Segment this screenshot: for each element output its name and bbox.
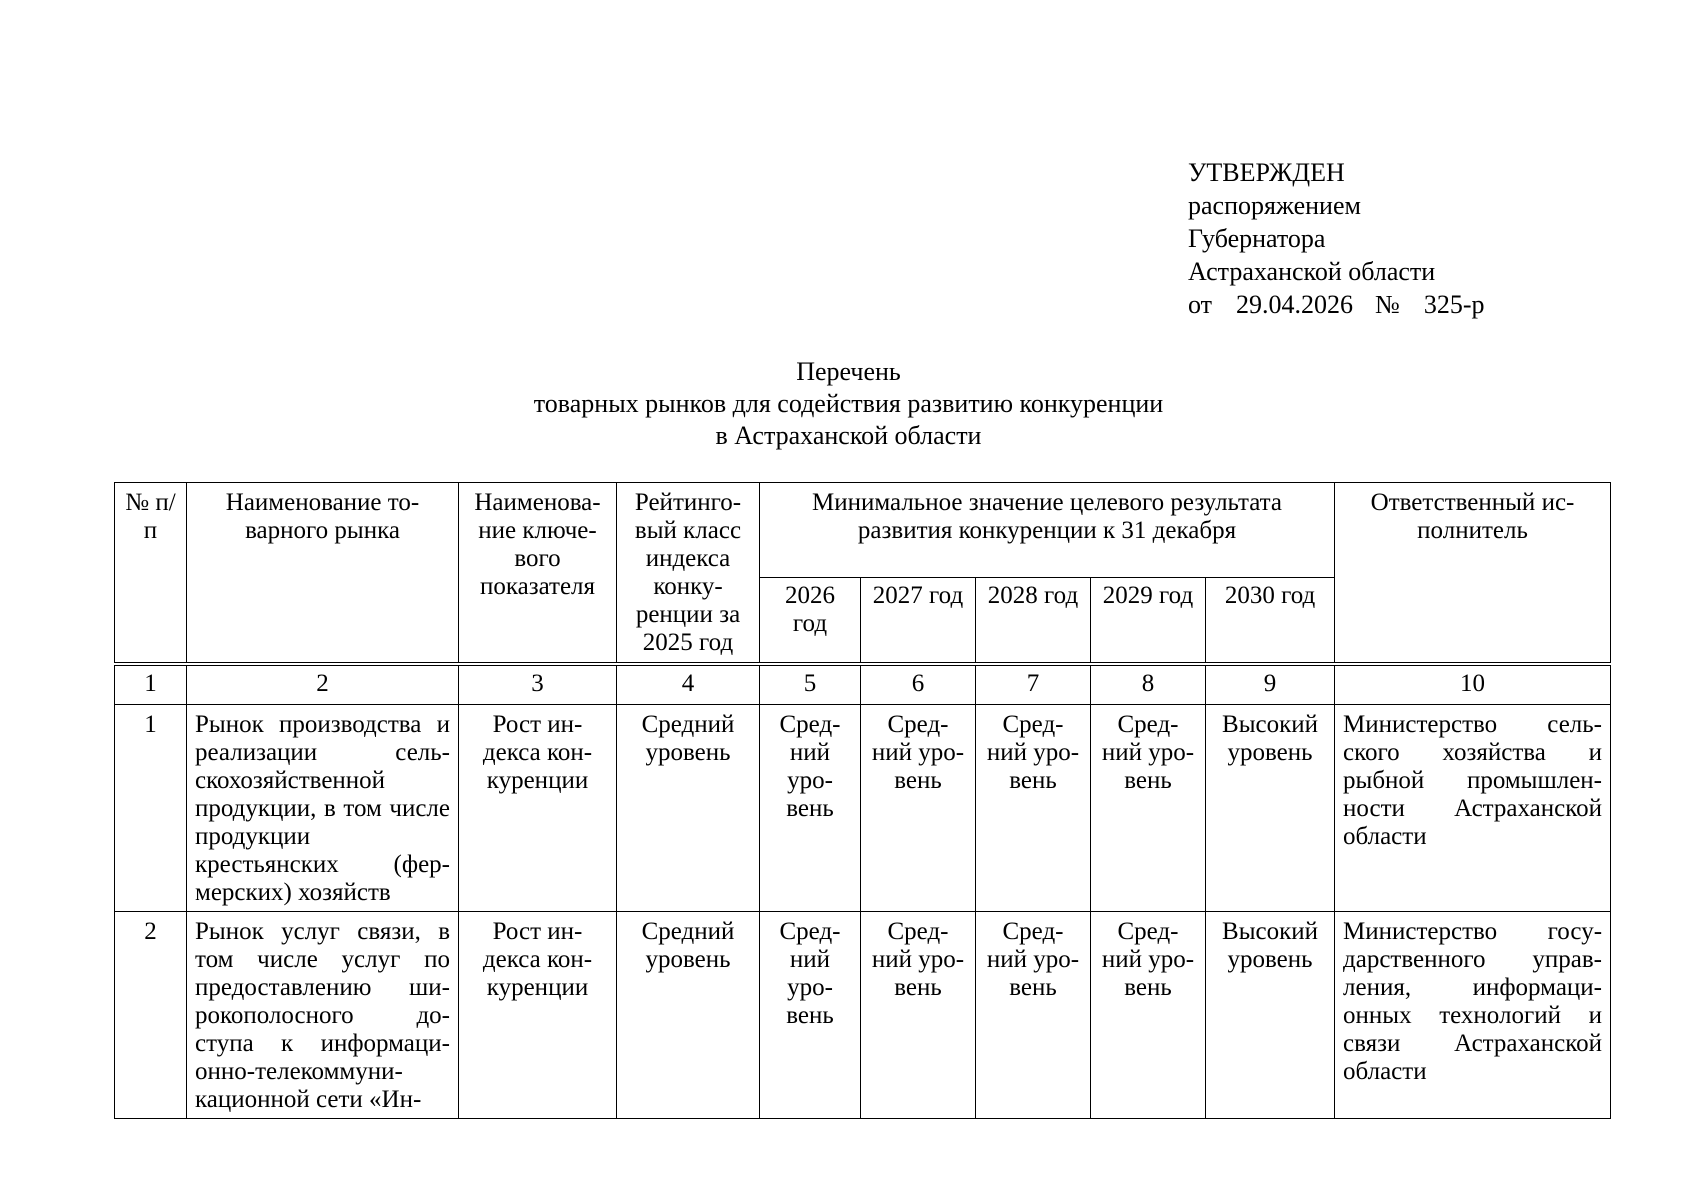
approval-date-line bbox=[1188, 288, 1485, 321]
column-number: 4 bbox=[617, 664, 760, 705]
row-year-2029: Сред-ний уро-вень bbox=[1091, 705, 1206, 912]
row-year-2026: Сред-ний уро-вень bbox=[760, 705, 861, 912]
row-year-2027: Сред-ний уро-вень bbox=[861, 705, 976, 912]
row-rating: Средний уровень bbox=[617, 705, 760, 912]
title-line-1: Перечень bbox=[796, 357, 901, 386]
row-market: Рынок производства и реализации сель-скохозяйственной продукции, в том числе продукции крестьянских (фер-мерских) хозяйств bbox=[187, 705, 459, 912]
row-year-2028: Сред-ний уро-вень bbox=[976, 912, 1091, 1119]
row-market: Рынок услуг связи, в том числе услуг по предоставлению ши-рокополосного до-ступа к информаци-онно-телекоммуни-кационной сети «Ин- bbox=[187, 912, 459, 1119]
row-year-2030: Высокий уровень bbox=[1206, 912, 1335, 1119]
table-row bbox=[115, 912, 1611, 1119]
header-year-2027: 2027 год bbox=[861, 578, 976, 665]
column-numbers-row bbox=[115, 664, 1611, 705]
column-number: 2 bbox=[187, 664, 459, 705]
table-row bbox=[115, 705, 1611, 912]
approval-stamp bbox=[1188, 156, 1485, 321]
row-num: 1 bbox=[115, 705, 187, 912]
header-indicator: Наименова-ние ключе-вого показателя bbox=[459, 483, 617, 665]
markets-table bbox=[114, 482, 1611, 1119]
row-responsible: Министерство госу-дарственного управ-ления, информаци-онных технологий и связи Астраханской области bbox=[1335, 912, 1611, 1119]
column-number: 9 bbox=[1206, 664, 1335, 705]
approval-number-sign: № bbox=[1375, 290, 1400, 319]
row-year-2027: Сред-ний уро-вень bbox=[861, 912, 976, 1119]
header-market: Наименование то-варного рынка bbox=[187, 483, 459, 665]
header-num: № п/п bbox=[115, 483, 187, 665]
approval-number: 325-р bbox=[1423, 290, 1485, 319]
header-year-2026: 2026 год bbox=[760, 578, 861, 665]
approval-line-3: Губернатора bbox=[1188, 224, 1326, 253]
row-responsible: Министерство сель-ского хозяйства и рыбной промышлен-ности Астраханской области bbox=[1335, 705, 1611, 912]
header-min-value: Минимальное значение целевого результата развития конкуренции к 31 декабря bbox=[760, 483, 1335, 578]
header-responsible: Ответственный ис-полнитель bbox=[1335, 483, 1611, 665]
header-year-2029: 2029 год bbox=[1091, 578, 1206, 665]
row-num: 2 bbox=[115, 912, 187, 1119]
title-line-3: в Астраханской области bbox=[715, 421, 982, 450]
approval-from-label: от bbox=[1188, 290, 1213, 319]
header-year-2028: 2028 год bbox=[976, 578, 1091, 665]
column-number: 10 bbox=[1335, 664, 1611, 705]
header-year-2030: 2030 год bbox=[1206, 578, 1335, 665]
row-year-2030: Высокий уровень bbox=[1206, 705, 1335, 912]
column-number: 1 bbox=[115, 664, 187, 705]
title-line-2: товарных рынков для содействия развитию конкуренции bbox=[533, 389, 1164, 418]
column-number: 6 bbox=[861, 664, 976, 705]
column-number: 5 bbox=[760, 664, 861, 705]
approval-line-4: Астраханской области bbox=[1188, 257, 1436, 286]
row-indicator: Рост ин-декса кон-куренции bbox=[459, 912, 617, 1119]
column-number: 8 bbox=[1091, 664, 1206, 705]
row-year-2029: Сред-ний уро-вень bbox=[1091, 912, 1206, 1119]
header-rating: Рейтинго-вый класс индекса конку-ренции за 2025 год bbox=[617, 483, 760, 665]
column-number: 7 bbox=[976, 664, 1091, 705]
column-number: 3 bbox=[459, 664, 617, 705]
approval-title: УТВЕРЖДЕН bbox=[1188, 158, 1345, 187]
document-title bbox=[0, 356, 1697, 452]
row-year-2026: Сред-ний уро-вень bbox=[760, 912, 861, 1119]
row-year-2028: Сред-ний уро-вень bbox=[976, 705, 1091, 912]
row-indicator: Рост ин-декса кон-куренции bbox=[459, 705, 617, 912]
approval-line-2: распоряжением bbox=[1188, 191, 1361, 220]
approval-date: 29.04.2026 bbox=[1236, 290, 1354, 319]
row-rating: Средний уровень bbox=[617, 912, 760, 1119]
